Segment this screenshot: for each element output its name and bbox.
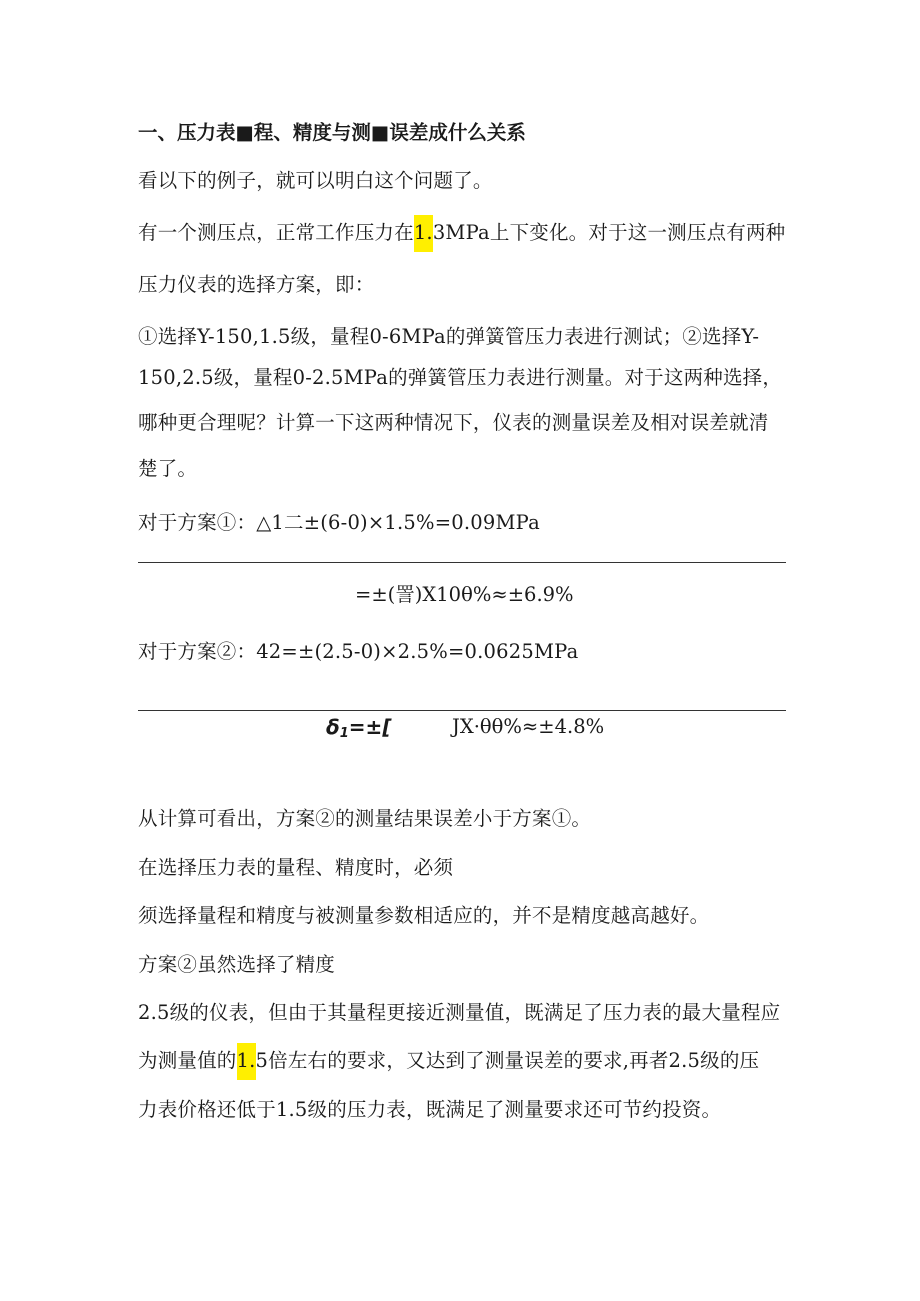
scheme-2-calculation: 对于方案②：42=±(2.5-0)×2.5%=0.0625MPa [138, 640, 579, 663]
relative-error-formula-2-lhs [326, 712, 391, 749]
paragraph-example-line-2: 压力仪表的选择方案，即： [138, 273, 375, 296]
scheme-1-calculation: 对于方案①：△1二±(6-0)×1.5%=0.09MPa [138, 511, 540, 534]
paragraph-conclusion: 从计算可看出，方案②的测量结果误差小于方案①。 [138, 807, 592, 830]
section-heading: 一、压力表■程、精度与测■误差成什么关系 [138, 121, 526, 144]
paragraph-summary-line-3: 力表价格还低于1.5级的压力表，既满足了测量要求还可节约投资。 [138, 1098, 722, 1121]
relative-error-formula-2-rhs: JX·θθ%≈±4.8% [452, 715, 605, 738]
paragraph-options-line-3: 哪种更合理呢？计算一下这两种情况下，仪表的测量误差及相对误差就清 [138, 411, 769, 434]
text-run: 有一个测压点，正常工作压力在 [138, 221, 414, 244]
paragraph-selection-note: 在选择压力表的量程、精度时，必须 [138, 856, 454, 879]
paragraph-summary-line-2 [138, 1046, 759, 1076]
formula-divider-2 [138, 710, 786, 711]
delta-symbol: $\delta_1=\pm$[ [326, 715, 392, 741]
paragraph-options-line-4: 楚了。 [138, 457, 198, 480]
highlighted-text: 1. [237, 1043, 256, 1080]
paragraph-options-line-1: ①选择Y-150,1.5级，量程0-6MPa的弹簧管压力表进行测试；②选择Y- [138, 325, 760, 348]
paragraph-summary-line-1: 2.5级的仪表，但由于其量程更接近测量值，既满足了压力表的最大量程应 [138, 1001, 781, 1024]
paragraph-example-line-1 [138, 218, 785, 248]
formula-divider-1 [138, 562, 786, 563]
text-run: 5倍左右的要求，又达到了测量误差的要求,再者2.5级的压 [255, 1049, 760, 1072]
text-run: 3MPa上下变化。对于这一测压点有两种 [432, 221, 786, 244]
highlighted-text: 1. [414, 215, 433, 252]
paragraph-intro: 看以下的例子，就可以明白这个问题了。 [138, 169, 493, 192]
text-run: 为测量值的 [138, 1049, 237, 1072]
paragraph-selection-rule: 须选择量程和精度与被测量参数相适应的，并不是精度越高越好。 [138, 904, 710, 927]
relative-error-formula-1: =±(詈)X10θ%≈±6.9% [355, 583, 574, 606]
paragraph-scheme-2-note: 方案②虽然选择了精度 [138, 953, 336, 976]
paragraph-options-line-2: 150,2.5级，量程0-2.5MPa的弹簧管压力表进行测量。对于这两种选择， [138, 366, 783, 389]
